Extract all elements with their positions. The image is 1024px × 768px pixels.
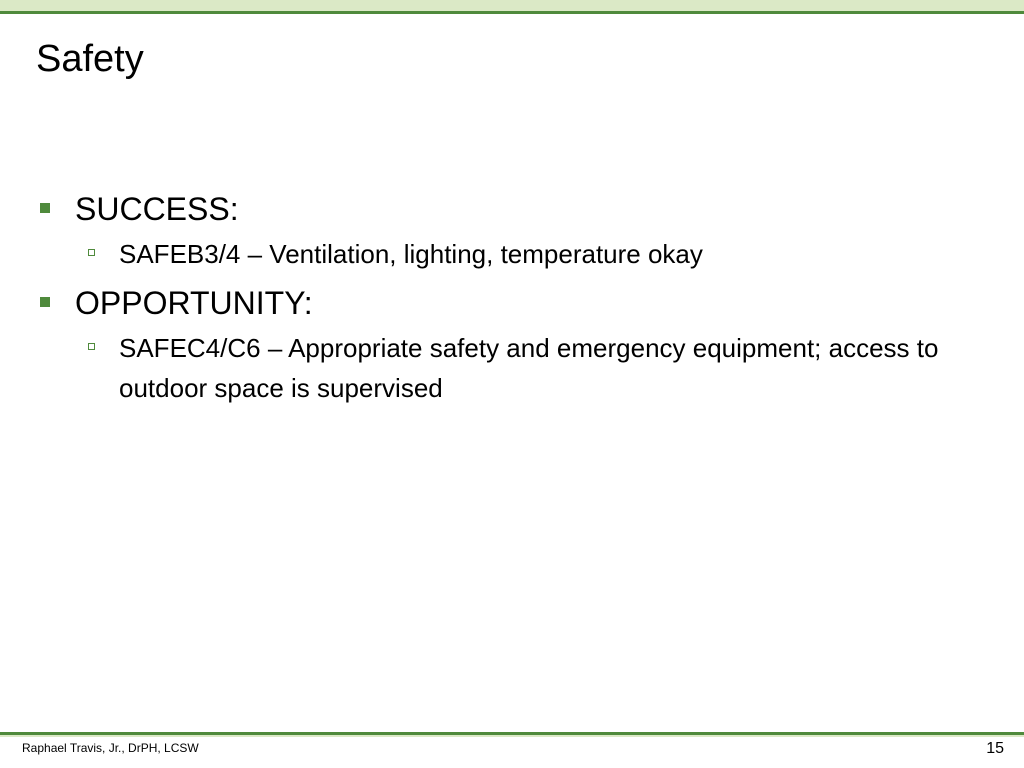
- square-bullet-icon: [40, 297, 50, 307]
- sub-bullet-item: [36, 328, 979, 408]
- sub-bullet-label: SAFEB3/4 – Ventilation, lighting, temperature okay: [119, 239, 703, 269]
- slide-title: Safety: [36, 38, 144, 80]
- bullet-label: SUCCESS:: [75, 191, 239, 227]
- hollow-square-bullet-icon: [88, 343, 95, 350]
- bottom-accent-band: [0, 735, 1024, 737]
- bullet-label: OPPORTUNITY:: [75, 285, 313, 321]
- bullet-item-success: [36, 186, 986, 232]
- top-accent-band: [0, 0, 1024, 11]
- page-number: 15: [986, 740, 1004, 757]
- bullet-item-opportunity: [36, 280, 986, 326]
- square-bullet-icon: [40, 203, 50, 213]
- sub-bullet-label: SAFEC4/C6 – Appropriate safety and emergency equipment; access to outdoor space is supervised: [119, 333, 939, 403]
- hollow-square-bullet-icon: [88, 249, 95, 256]
- sub-bullet-item: [36, 234, 979, 274]
- footer-author: Raphael Travis, Jr., DrPH, LCSW: [22, 741, 199, 755]
- top-accent-rule: [0, 11, 1024, 14]
- slide-body: [36, 186, 986, 414]
